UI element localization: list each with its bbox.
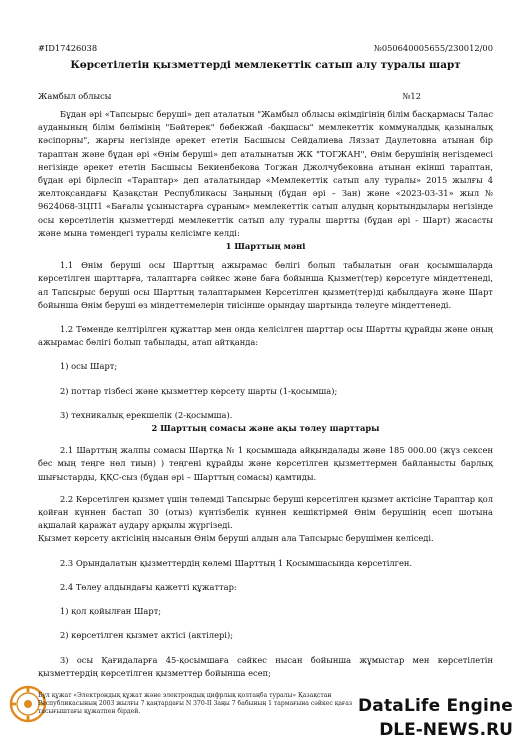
section-1-heading: 1 Шарттың мәні [225, 241, 306, 252]
clause-2-2-note: Қызмет көрсету актісінің нысанын Өнім беруші алдын ала Тапсырыс берушімен келіседі. [38, 533, 434, 544]
region-name: Жамбыл облысы [38, 91, 112, 101]
clause-1-1: 1.1 Өнім беруші осы Шарттың ажырамас бөлігі болып табылатын оған қосымшаларда көрсетілген шарттарға, талаптарға сәйкес және баға бойынша Қызмет(тер) көрсетуге міндеттенеді, ал Тапсырыс беруші осы Шарттың талаптарымен Көрсетілген қызмет(тер)ді қабылдауға және Шарт бойынша Өнім беруші өз міндеттемелерін тиісінше орындау шартында төлеуге міндеттенеді. [38, 260, 493, 310]
list-item: 2) поттар тізбесі және қызметтер көрсету шарты (1-қосымша); [60, 385, 338, 396]
section-2-heading: 2 Шарттың сомасы және ақы төлеу шарттары [151, 423, 380, 434]
document-id: #ID17426038 [38, 43, 98, 53]
clause-1-2: 1.2 Төменде келтірілген құжаттар мен онда келісілген шарттар осы Шартты құрайды және оның ажырамас бөлігі болып табылады, атап айтқанда: [38, 324, 493, 348]
list-item: 2) көрсетілген қызмет актісі (актілері); [60, 630, 233, 641]
list-item: 1) қол қойылған Шарт; [60, 606, 162, 617]
watermark-title: DataLife Engine [357, 696, 513, 716]
list-item: 3) техникалық ерекшелік (2-қосымша). [60, 409, 233, 420]
document-body [38, 108, 493, 680]
e-document-footer-note: Бұл құжат «Электрондық құжат және электрондық цифрлық қолтаңба туралы» Қазақстан Республикасының 2003 жылғы 7 қаңтардағы N 370-II Заңы 7 бабының 1 тармағына сәйкес қағаз тасығыштағы құжатпен бірдей. [38, 692, 353, 715]
list-item: 1) осы Шарт; [60, 361, 118, 372]
clause-2-3: 2.3 Орындалатын қызметтердің көлемі Шарттың 1 Қосымшасында көрсетілген. [60, 557, 413, 568]
contract-number: №12 [402, 91, 421, 101]
clause-2-1: 2.1 Шарттың жалпы сомасы Шартқа № 1 қосымшада айқындалады және 185 000.00 (жүз сексен бес мың теңге нөл тиын) ) теңгені құрайды және көрсетілген қызметтермен байланысты барлық шығыстарды, ҚҚС-сыз (бұдан әрі – Шарттың сомасы) қамтиды. [38, 445, 493, 482]
clause-2-2: 2.2 Көрсетілген қызмет үшін төлемді Тапсырыс беруші көрсетілген қызмет актісіне Тараптар қол қойған күннен бастап 30 (отыз) күнтізбелік күннен кешіктірмей Өнім берушінің есеп шотына ақшалай қаражат аудару арқылы жүргізеді. [38, 493, 493, 531]
registry-number: №050640005655/230012/00 [373, 43, 493, 53]
document-title: Көрсетілетін қызметтерді мемлекеттік сатып алу туралы шарт [70, 59, 461, 71]
intro-paragraph: Бұдан әрі «Тапсырыс беруші» деп аталатын "Жамбыл облысы әкімдігінің білім басқармасы Талас ауданының білім бөлімінің "Бәйтерек" бөбекжай -бақшасы" мемлекеттік коммуналдық қазыналық кәсіпорны", жарғы негізінде әрекет ететін Басшысы Сейдалиева Ляззат Даулетовна атынан бір тараптан және бұдан әрі «Өнім беруші» деп аталынатын ЖК "ТОГЖАН", Өнім берушінің негіздемесі негізінде әрекет ететін Басшысы Бекиенбекова Тогжан Джолчубековна атынан екінші тараптан, бұдан әрі бірлесіп «Тараптар» деп аталатындар «Мемлекеттік сатып алу туралы» 2015 жылғы 4 желтоқсандағы Қазақстан Республикасы Заңының (бұдан әрі – Зан) және «2023-03-31» жыл № 9624068-ЗЦП1 «Бағалы ұсыныстарға сұраным» мемлекеттік сатып алудың қорытындылары негізінде осы көрсетілетін қызметтерді мемлекеттік сатып алу туралы шартты (бұдан әрі - Шарт) жасасты және мына төмендегі туралы келісімге келді: [38, 109, 493, 238]
list-item: 3) осы Қағидаларға 45-қосымшаға сәйкес нысан бойынша жұмыстар мен көрсетілетін қызметтердің көрсетілген қызметтер бойынша есеп; [38, 654, 493, 678]
clause-2-4: 2.4 Төлеу алдындағы қажетті құжаттар: [60, 581, 237, 592]
watermark-site: DLE-NEWS.RU [379, 720, 513, 740]
